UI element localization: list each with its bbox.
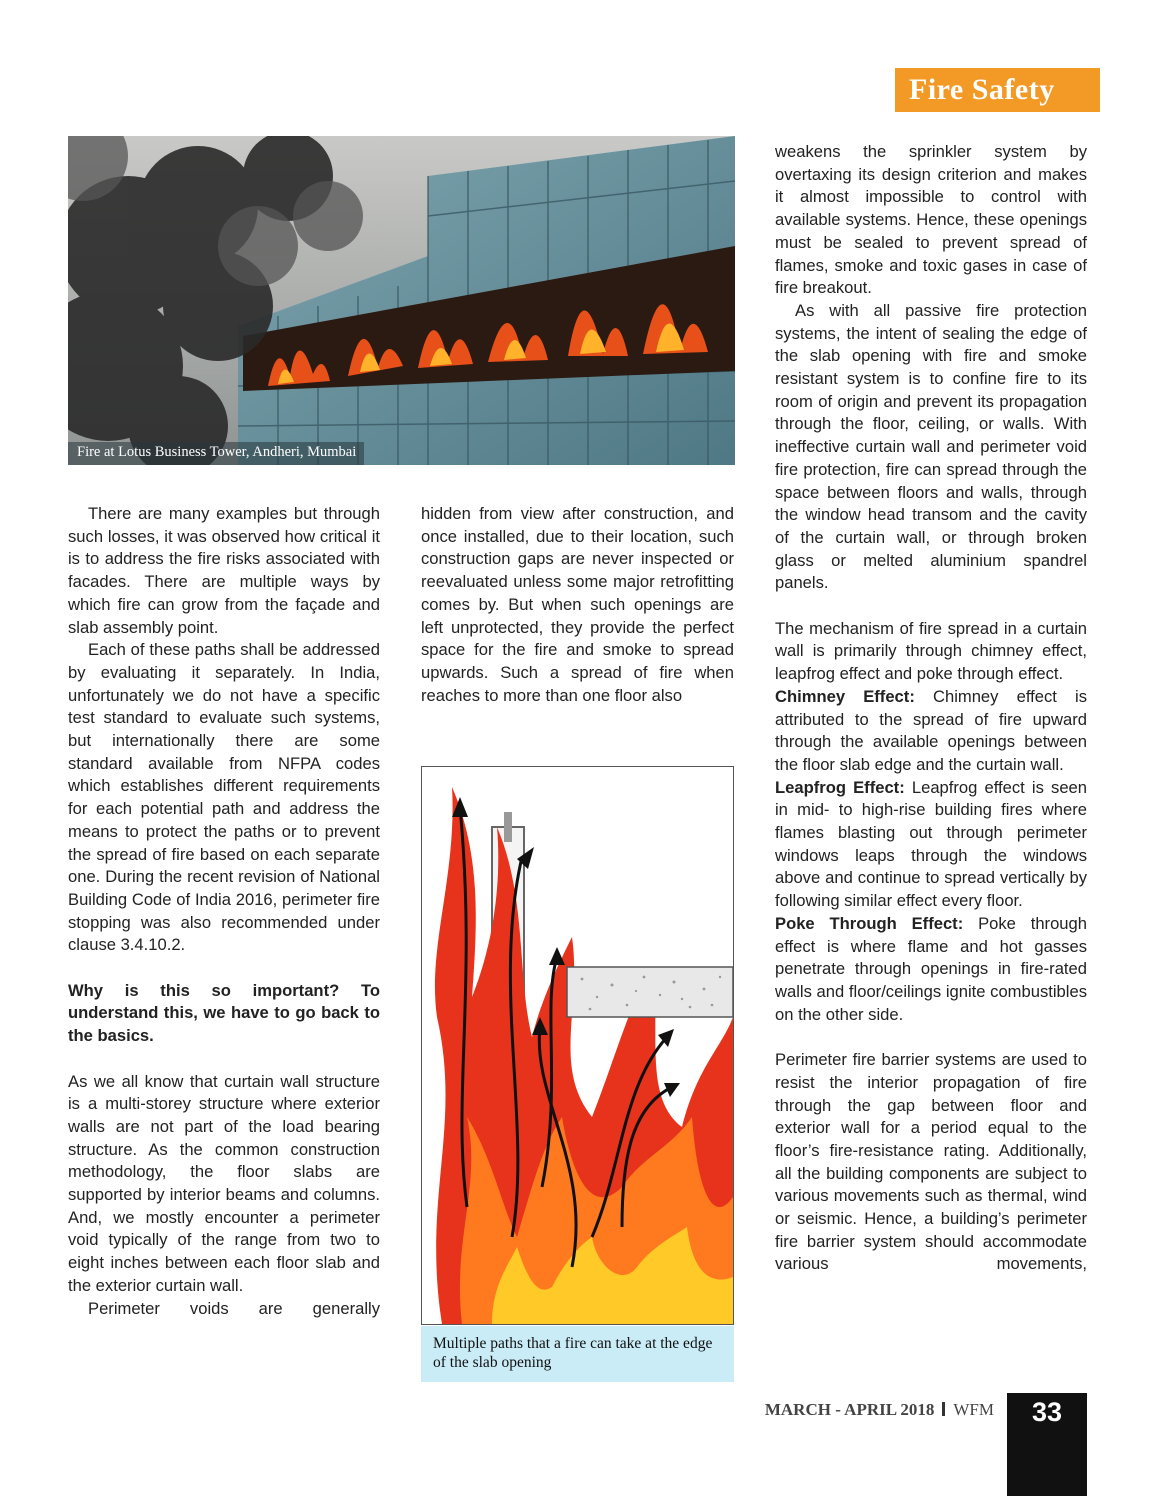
term-chimney: Chimney Effect: <box>775 686 915 706</box>
paragraph: There are many examples but through such losses, it was observed how critical it is to address the fire risks associated with facades. There are multiple ways by which fire can grow from the façade and slab assembly point. <box>68 504 380 637</box>
paragraph: As we all know that curtain wall structure is a multi-storey structure where exterior walls are not part of the load bearing structure. As the common construction methodology, the floor slabs are supported by interior beams and columns. And, we mostly encounter a perimeter void typically of the range from two to eight inches between each floor slab and the exterior curtain wall. <box>68 1071 380 1295</box>
fire-photo <box>68 136 735 465</box>
burning-tower-illustration <box>68 136 735 465</box>
issue-date: MARCH - APRIL 2018 <box>764 1400 935 1419</box>
term-leapfrog: Leapfrog Effect: <box>775 777 905 797</box>
paragraph: As with all passive fire protection systems, the intent of sealing the edge of the slab opening with fire and smoke resistant system is to confine fire to its room of origin and prevent its propagation through the floor, ceiling, or walls. With ineffective curtain wall and perimeter void fire protection, fire can spread through the space between floors and walls, through the window head transom and the cavity of the curtain wall, or through broken glass or melted aluminium spandrel panels. <box>775 300 1087 593</box>
flame-diagram <box>422 767 733 1324</box>
paragraph: Perimeter voids are generally <box>88 1298 380 1318</box>
term-poke-through: Poke Through Effect: <box>775 913 964 933</box>
section-tag: Fire Safety <box>895 68 1100 112</box>
publication-name: WFM <box>953 1400 994 1419</box>
article-column-3 <box>775 141 1087 1276</box>
poke-through-paragraph <box>775 913 1087 1027</box>
figure-caption: Multiple paths that a fire can take at the edge of the slab opening <box>421 1326 734 1382</box>
paragraph: Perimeter fire barrier systems are used to resist the interior propagation of fire through the gap between floor and exterior wall for a period equal to the floor’s fire-resistance rating. Additionally, all the building components are subject to various movements such as thermal, wind or seismic. Hence, a building’s perimeter fire barrier system should accommodate various movements, <box>775 1050 1087 1274</box>
paragraph: Each of these paths shall be addressed by evaluating it separately. In India, unfortunately we do not have a specific test standard to evaluate such systems, but internationally there are some standard available from NFPA codes which establishes different requirements for each potential path and address the means to protect the paths or to prevent the spread of fire based on each separate one. During the recent revision of National Building Code of India 2016, perimeter fire stopping was also recommended under clause 3.4.10.2. <box>68 640 380 955</box>
article-column-1 <box>68 503 380 1320</box>
leapfrog-text: Leapfrog effect is seen in mid- to high-rise building fires where flames blasting out through perimeter windows leaps through the windows above and continue to spread vertically by following similar effect every floor. <box>775 777 1088 911</box>
article-column-2 <box>421 503 734 707</box>
subheading: Why is this so important? To understand this, we have to go back to the basics. <box>68 980 380 1046</box>
footer-separator <box>942 1402 945 1416</box>
paragraph: The mechanism of fire spread in a curtain wall is primarily through chimney effect, leapfrog effect and poke through effect. <box>775 618 1087 684</box>
page-number: 33 <box>1007 1393 1087 1496</box>
photo-caption: Fire at Lotus Business Tower, Andheri, Mumbai <box>68 442 364 465</box>
chimney-text: Chimney effect is attributed to the spread of fire upward through the available openings between the floor slab edge and the curtain wall. <box>775 686 1087 774</box>
fire-paths-diagram <box>421 766 734 1325</box>
leapfrog-paragraph <box>775 777 1087 913</box>
poke-through-text: Poke through effect is where flame and hot gasses penetrate through openings in fire-rated walls and floor/ceilings ignite combustibles on the other side. <box>775 913 1087 1024</box>
chimney-paragraph <box>775 686 1087 777</box>
paragraph: weakens the sprinkler system by overtaxing its design criterion and makes it almost impossible to control with available systems. Hence, these openings must be sealed to prevent spread of flames, smoke and toxic gases in case of fire breakout. <box>775 142 1087 298</box>
page-footer <box>765 1400 994 1420</box>
paragraph: hidden from view after construction, and once installed, due to their location, such construction gaps are never inspected or reevaluated unless some major retrofitting comes by. But when such openings are left unprotected, they provide the perfect space for the fire and smoke to spread upwards. Such a spread of fire when reaches to more than one floor also <box>421 504 734 705</box>
